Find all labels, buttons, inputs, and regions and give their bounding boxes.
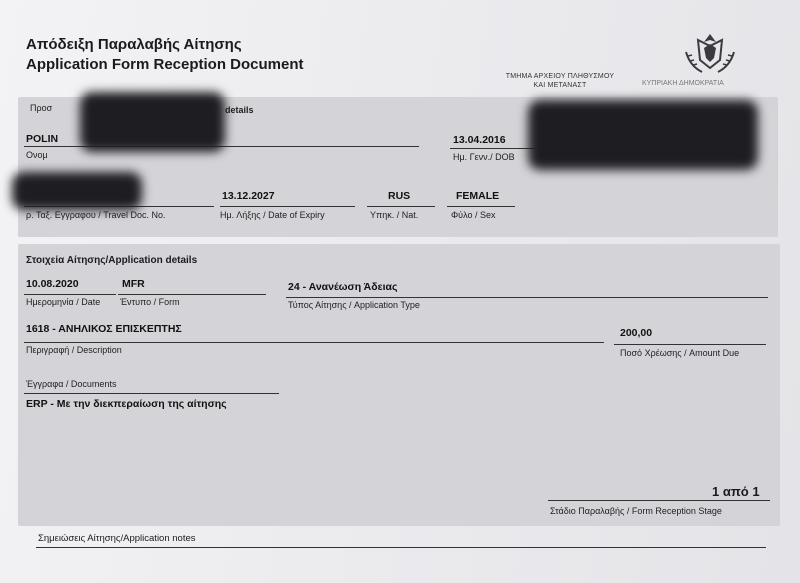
- travel-doc-label: ρ. Ταξ. Εγγραφου / Travel Doc. No.: [26, 210, 166, 220]
- stage-underline: [548, 500, 770, 501]
- amount-due-label: Ποσό Χρέωσης / Amount Due: [620, 348, 740, 358]
- application-date-underline: [24, 294, 116, 295]
- dob-label: Ημ. Γενν./ DOB: [453, 152, 515, 162]
- form-underline: [118, 294, 266, 295]
- application-date-value: 10.08.2020: [26, 278, 79, 290]
- nationality-underline: [367, 206, 435, 207]
- department-line-1: ΤΜΗΜΑ ΑΡΧΕΙΟΥ ΠΛΗΘΥΣΜΟΥ: [505, 73, 615, 80]
- department-line-2: ΚΑΙ ΜΕΤΑΝΑΣΤ: [533, 82, 587, 89]
- name-label: Ονομ: [26, 150, 48, 160]
- republic-label: ΚΥΠΡΙΑΚΗ ΔΗΜΟΚΡΑΤΙΑ: [642, 80, 724, 87]
- form-label: Έντυπο / Form: [120, 297, 180, 307]
- documents-value: ERP - Με την διεκπεραίωση της αίτησης: [26, 398, 227, 410]
- nationality-label: Υπηκ. / Nat.: [370, 210, 419, 220]
- sex-label: Φύλο / Sex: [451, 210, 496, 220]
- page-number: 1 από 1: [712, 484, 760, 499]
- form-value: MFR: [122, 278, 145, 290]
- redaction-mark-personal-id: [528, 100, 758, 170]
- document-title-greek: Απόδειξη Παραλαβής Αίτησης: [26, 36, 242, 53]
- expiry-value: 13.12.2027: [222, 190, 275, 202]
- amount-due-value: 200,00: [620, 327, 653, 339]
- personal-section-heading-start: Προσ: [30, 103, 53, 113]
- cyprus-emblem-icon: [680, 30, 740, 80]
- redaction-mark-surname: [80, 92, 225, 152]
- description-underline: [24, 342, 604, 343]
- redaction-mark-doc-number: [12, 172, 142, 210]
- description-value: 1618 - ΑΝΗΛΙΚΟΣ ΕΠΙΣΚΕΠΤΗΣ: [26, 323, 182, 335]
- application-type-underline: [286, 297, 768, 298]
- application-notes-label: Σημειώσεις Αίτησης/Application notes: [38, 533, 196, 544]
- sex-underline: [447, 206, 515, 207]
- department-name: [500, 72, 620, 90]
- personal-section-heading-end: details: [225, 105, 254, 115]
- documents-label: Έγγραφα / Documents: [26, 379, 117, 389]
- dob-value: 13.04.2016: [453, 134, 506, 146]
- application-notes-underline: [36, 547, 766, 548]
- name-value: POLIN: [26, 133, 59, 145]
- nationality-value: RUS: [388, 190, 411, 202]
- description-label: Περιγραφή / Description: [26, 345, 122, 355]
- document-title-english: Application Form Reception Document: [26, 56, 304, 73]
- expiry-label: Ημ. Λήξης / Date of Expiry: [220, 210, 325, 220]
- application-date-label: Ημερομηνία / Date: [26, 297, 101, 307]
- application-type-label: Τύπος Αίτησης / Application Type: [288, 300, 420, 310]
- reception-stage-label: Στάδιο Παραλαβής / Form Reception Stage: [550, 506, 722, 516]
- application-type-value: 24 - Ανανέωση Άδειας: [288, 281, 398, 293]
- expiry-underline: [220, 206, 355, 207]
- sex-value: FEMALE: [456, 190, 500, 202]
- documents-underline: [24, 393, 279, 394]
- amount-due-underline: [614, 344, 766, 345]
- application-details-heading: Στοιχεία Αίτησης/Application details: [26, 255, 198, 266]
